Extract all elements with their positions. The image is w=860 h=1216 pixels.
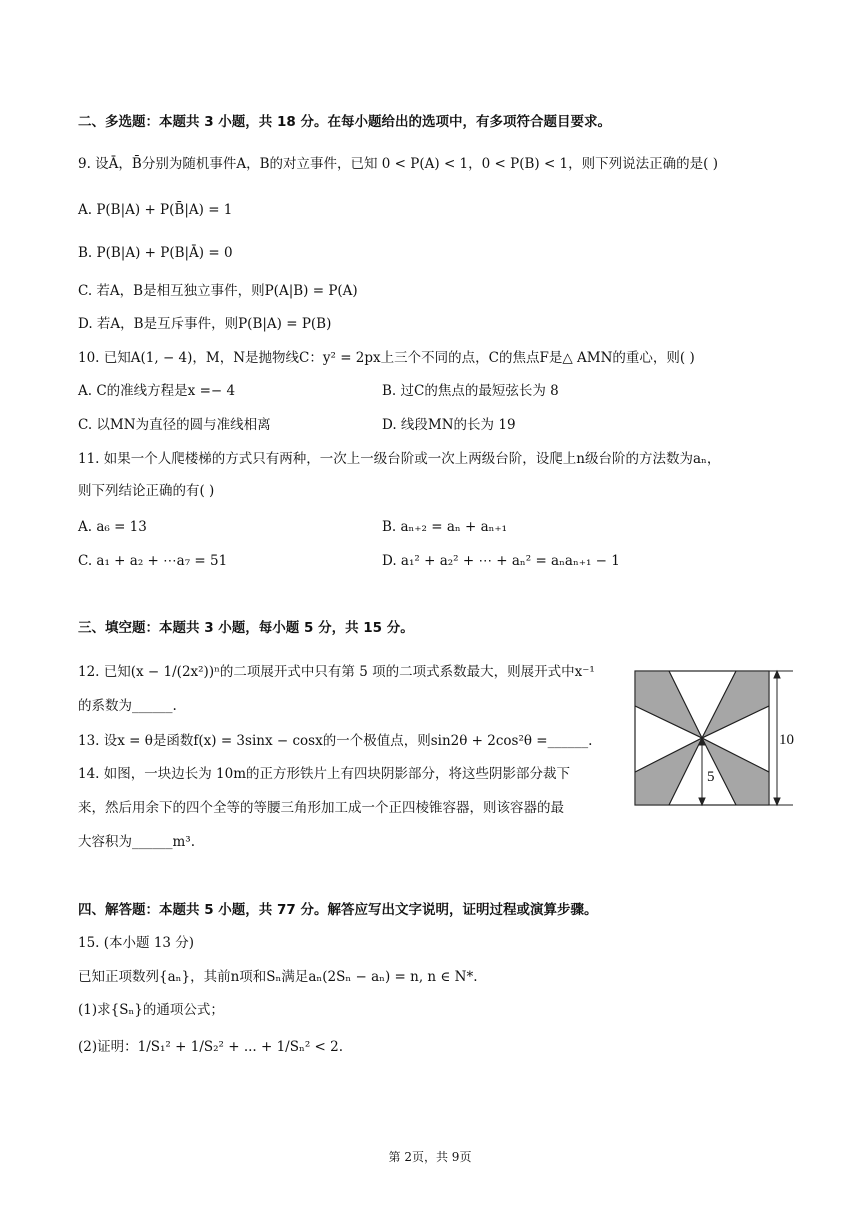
question-15-stem: 已知正项数列{aₙ}，其前n项和Sₙ满足aₙ(2Sₙ − aₙ) = n, n ∈ N*. (78, 969, 478, 985)
square-iron-sheet-figure (633, 669, 805, 807)
question-15-part2: (2)证明：1/S₁² + 1/S₂² + ... + 1/Sₙ² < 2. (78, 1039, 344, 1055)
question-10-option-d: D. 线段MN的长为 19 (382, 417, 516, 433)
section-fill-blank-heading: 三、填空题：本题共 3 小题，每小题 5 分，共 15 分。 (78, 620, 414, 636)
question-14-line2: 来，然后用余下的四个全等的等腰三角形加工成一个正四棱锥容器，则该容器的最 (78, 800, 564, 816)
question-10-stem: 10. 已知A(1, − 4)，M，N是抛物线C：y² = 2px上三个不同的点，C的焦点F是△ AMN的重心，则( ) (78, 350, 695, 366)
question-11-option-c: C. a₁ + a₂ + ⋯a₇ = 51 (78, 553, 228, 569)
question-10-option-c: C. 以MN为直径的圆与准线相离 (78, 417, 271, 433)
label-half-5: 5 (707, 769, 715, 785)
question-14-line3: 大容积为______m³. (78, 834, 196, 850)
question-15-part1: (1)求{Sₙ}的通项公式； (78, 1002, 224, 1018)
question-9-option-d: D. 若A，B是互斥事件，则P(B|A) = P(B) (78, 316, 332, 332)
section-answer-heading: 四、解答题：本题共 5 小题，共 77 分。解答应写出文字说明，证明过程或演算步骤。 (78, 902, 598, 918)
section-multiple-choice-heading: 二、多选题：本题共 3 小题，共 18 分。在每小题给出的选项中，有多项符合题目要求。 (78, 114, 611, 130)
question-9-option-c: C. 若A，B是相互独立事件，则P(A|B) = P(A) (78, 283, 358, 299)
question-14-line1: 14. 如图，一块边长为 10m的正方形铁片上有四块阴影部分，将这些阴影部分裁下 (78, 766, 571, 782)
question-13: 13. 设x = θ是函数f(x) = 3sinx − cosx的一个极值点，则sin2θ + 2cos²θ =______. (78, 733, 593, 749)
question-12-line2: 的系数为______. (78, 698, 177, 714)
question-9-stem: 9. 设Ā，B̄分别为随机事件A，B的对立事件，已知 0 < P(A) < 1，0 < P(B) < 1，则下列说法正确的是( ) (78, 156, 718, 172)
question-9-option-b: B. P(B|A) + P(B|Ā) = 0 (78, 245, 233, 261)
label-side-10: 10 (779, 732, 794, 748)
question-11-option-d: D. a₁² + a₂² + ⋯ + aₙ² = aₙaₙ₊₁ − 1 (382, 553, 620, 569)
question-12-line1: 12. 已知(x − 1/(2x²))ⁿ的二项展开式中只有第 5 项的二项式系数最大，则展开式中x⁻¹ (78, 664, 595, 680)
question-10-option-a: A. C的准线方程是x =− 4 (78, 383, 236, 399)
question-11-stem-line1: 11. 如果一个人爬楼梯的方式只有两种，一次上一级台阶或一次上两级台阶，设爬上n级台阶的方法数为aₙ， (78, 451, 721, 467)
question-11-option-b: B. aₙ₊₂ = aₙ + aₙ₊₁ (382, 519, 508, 535)
question-15-head: 15. (本小题 13 分) (78, 935, 195, 951)
question-11-option-a: A. a₆ = 13 (78, 519, 147, 535)
question-11-stem-line2: 则下列结论正确的有( ) (78, 483, 215, 499)
question-9-option-a: A. P(B|A) + P(B̄|A) = 1 (78, 202, 233, 218)
page-footer: 第 2页，共 9页 (388, 1150, 472, 1164)
question-10-option-b: B. 过C的焦点的最短弦长为 8 (382, 383, 559, 399)
